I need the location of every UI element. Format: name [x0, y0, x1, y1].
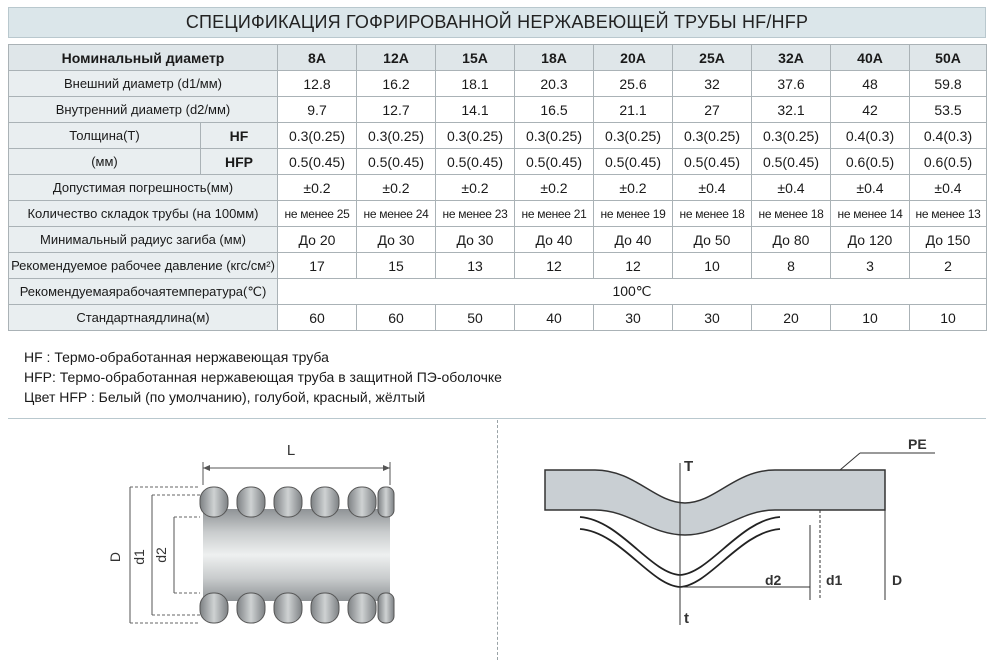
- row-label: Рекомендуемаярабочаятемпература(℃): [9, 279, 278, 305]
- size-header: 32A: [752, 45, 831, 71]
- row-label: Минимальный радиус загиба (мм): [9, 227, 278, 253]
- table-cell: 0.6(0.5): [910, 149, 987, 175]
- size-header: 18A: [515, 45, 594, 71]
- table-cell: не менее 24: [357, 201, 436, 227]
- note-line: HFP: Термо-обработанная нержавеющая труба в защитной ПЭ-оболочке: [24, 369, 502, 385]
- label-l: L: [286, 442, 296, 459]
- table-cell: 15: [357, 253, 436, 279]
- row-label: Внешний диаметр (d1/мм): [9, 71, 278, 97]
- table-cell: 27: [673, 97, 752, 123]
- table-cell: ±0.2: [278, 175, 357, 201]
- row-label: Допустимая погрешность(мм): [9, 175, 278, 201]
- row-label: Количество складок трубы (на 100мм): [9, 201, 278, 227]
- table-cell: До 50: [673, 227, 752, 253]
- table-cell: 40: [515, 305, 594, 331]
- tube-diagram: [90, 425, 420, 660]
- header-label: Номинальный диаметр: [9, 45, 278, 71]
- label-d-right: D: [892, 572, 903, 588]
- header-row: [9, 45, 987, 71]
- table-cell: 0.5(0.45): [673, 149, 752, 175]
- table-cell: не менее 23: [436, 201, 515, 227]
- table-cell: 0.5(0.45): [436, 149, 515, 175]
- table-cell: 0.3(0.25): [278, 123, 357, 149]
- size-header: 8A: [278, 45, 357, 71]
- wall-section-diagram: [540, 425, 960, 660]
- table-cell: 10: [673, 253, 752, 279]
- table-cell: 0.3(0.25): [594, 123, 673, 149]
- table-row: [9, 149, 987, 175]
- table-cell: 12: [515, 253, 594, 279]
- table-cell: 17: [278, 253, 357, 279]
- table-cell: 32.1: [752, 97, 831, 123]
- table-cell: 8: [752, 253, 831, 279]
- table-cell: 20: [752, 305, 831, 331]
- table-cell: 0.4(0.3): [831, 123, 910, 149]
- table-cell: ±0.4: [831, 175, 910, 201]
- table-cell: 0.5(0.45): [278, 149, 357, 175]
- table-cell: До 30: [436, 227, 515, 253]
- table-cell: ±0.2: [436, 175, 515, 201]
- table-cell: 2: [910, 253, 987, 279]
- row-label: Рекомендуемое рабочее давление (кгс/см²): [9, 253, 278, 279]
- table-cell: 0.3(0.25): [752, 123, 831, 149]
- table-cell: ±0.4: [752, 175, 831, 201]
- table-cell: 60: [278, 305, 357, 331]
- table-cell: 13: [436, 253, 515, 279]
- table-cell: До 150: [910, 227, 987, 253]
- table-cell: 20.3: [515, 71, 594, 97]
- row-sublabel: HFP: [201, 149, 278, 175]
- notes: [24, 347, 502, 407]
- table-cell: 53.5: [910, 97, 987, 123]
- size-header: 15A: [436, 45, 515, 71]
- table-cell: не менее 21: [515, 201, 594, 227]
- table-cell: 10: [831, 305, 910, 331]
- table-cell: 59.8: [910, 71, 987, 97]
- table-cell: не менее 14: [831, 201, 910, 227]
- row-label: Внутренний диаметр (d2/мм): [9, 97, 278, 123]
- table-row: [9, 279, 987, 305]
- table-cell: 16.5: [515, 97, 594, 123]
- table-row: [9, 97, 987, 123]
- diagram-divider: [497, 420, 498, 660]
- table-cell: 60: [357, 305, 436, 331]
- table-cell: 0.5(0.45): [357, 149, 436, 175]
- table-cell: 0.3(0.25): [515, 123, 594, 149]
- table-cell: 0.4(0.3): [910, 123, 987, 149]
- table-cell: 10: [910, 305, 987, 331]
- table-cell: 0.5(0.45): [515, 149, 594, 175]
- table-cell: 14.1: [436, 97, 515, 123]
- row-label: Стандартнаядлина(м): [9, 305, 278, 331]
- size-header: 20A: [594, 45, 673, 71]
- table-cell: До 40: [515, 227, 594, 253]
- table-cell: 30: [594, 305, 673, 331]
- temperature-value: 100℃: [278, 279, 987, 305]
- size-header: 12A: [357, 45, 436, 71]
- row-sublabel: HF: [201, 123, 278, 149]
- table-cell: 42: [831, 97, 910, 123]
- table-cell: 0.3(0.25): [673, 123, 752, 149]
- table-cell: 0.6(0.5): [831, 149, 910, 175]
- label-t-upper: T: [684, 458, 694, 475]
- table-cell: 25.6: [594, 71, 673, 97]
- note-line: Цвет HFP : Белый (по умолчанию), голубой, красный, жёлтый: [24, 389, 426, 405]
- tube-body: [203, 509, 390, 601]
- table-cell: ±0.2: [594, 175, 673, 201]
- label-d1: d1: [131, 549, 147, 565]
- table-cell: 0.3(0.25): [436, 123, 515, 149]
- table-cell: не менее 18: [673, 201, 752, 227]
- dimension-l: [203, 442, 390, 485]
- table-cell: До 40: [594, 227, 673, 253]
- label-d: D: [107, 551, 123, 563]
- table-row: [9, 305, 987, 331]
- row-label: Толщина(T): [9, 123, 201, 149]
- label-d2-right: d2: [765, 572, 782, 588]
- label-pe: PE: [908, 436, 927, 452]
- table-cell: не менее 25: [278, 201, 357, 227]
- table-cell: 12: [594, 253, 673, 279]
- table-cell: До 80: [752, 227, 831, 253]
- label-d1-right: d1: [826, 572, 843, 588]
- table-row: [9, 175, 987, 201]
- table-cell: ±0.4: [910, 175, 987, 201]
- size-header: 25A: [673, 45, 752, 71]
- table-cell: 32: [673, 71, 752, 97]
- table-cell: 3: [831, 253, 910, 279]
- label-t-lower: t: [684, 610, 689, 627]
- table-cell: 21.1: [594, 97, 673, 123]
- table-cell: 37.6: [752, 71, 831, 97]
- table-cell: 0.3(0.25): [357, 123, 436, 149]
- table-cell: ±0.4: [673, 175, 752, 201]
- table-cell: 12.7: [357, 97, 436, 123]
- table-cell: не менее 19: [594, 201, 673, 227]
- pe-shell: [545, 470, 885, 535]
- table-row: [9, 253, 987, 279]
- table-cell: До 20: [278, 227, 357, 253]
- table-cell: 30: [673, 305, 752, 331]
- table-cell: не менее 13: [910, 201, 987, 227]
- size-header: 50A: [910, 45, 987, 71]
- table-cell: 48: [831, 71, 910, 97]
- spec-table: [8, 44, 987, 331]
- note-line: HF : Термо-обработанная нержавеющая труба: [24, 349, 329, 365]
- table-cell: не менее 18: [752, 201, 831, 227]
- table-cell: 0.5(0.45): [752, 149, 831, 175]
- page-title: СПЕЦИФИКАЦИЯ ГОФРИРОВАННОЙ НЕРЖАВЕЮЩЕЙ ТРУБЫ HF/HFP: [8, 7, 986, 38]
- size-header: 40A: [831, 45, 910, 71]
- table-cell: ±0.2: [357, 175, 436, 201]
- table-cell: 0.5(0.45): [594, 149, 673, 175]
- table-row: [9, 123, 987, 149]
- table-row: [9, 201, 987, 227]
- table-cell: До 30: [357, 227, 436, 253]
- table-row: [9, 71, 987, 97]
- pe-leader: [840, 453, 860, 470]
- label-d2: d2: [153, 547, 169, 563]
- table-row: [9, 227, 987, 253]
- table-cell: 9.7: [278, 97, 357, 123]
- table-cell: ±0.2: [515, 175, 594, 201]
- table-cell: 50: [436, 305, 515, 331]
- table-cell: 12.8: [278, 71, 357, 97]
- row-label: (мм): [9, 149, 201, 175]
- table-cell: 18.1: [436, 71, 515, 97]
- table-cell: До 120: [831, 227, 910, 253]
- table-cell: 16.2: [357, 71, 436, 97]
